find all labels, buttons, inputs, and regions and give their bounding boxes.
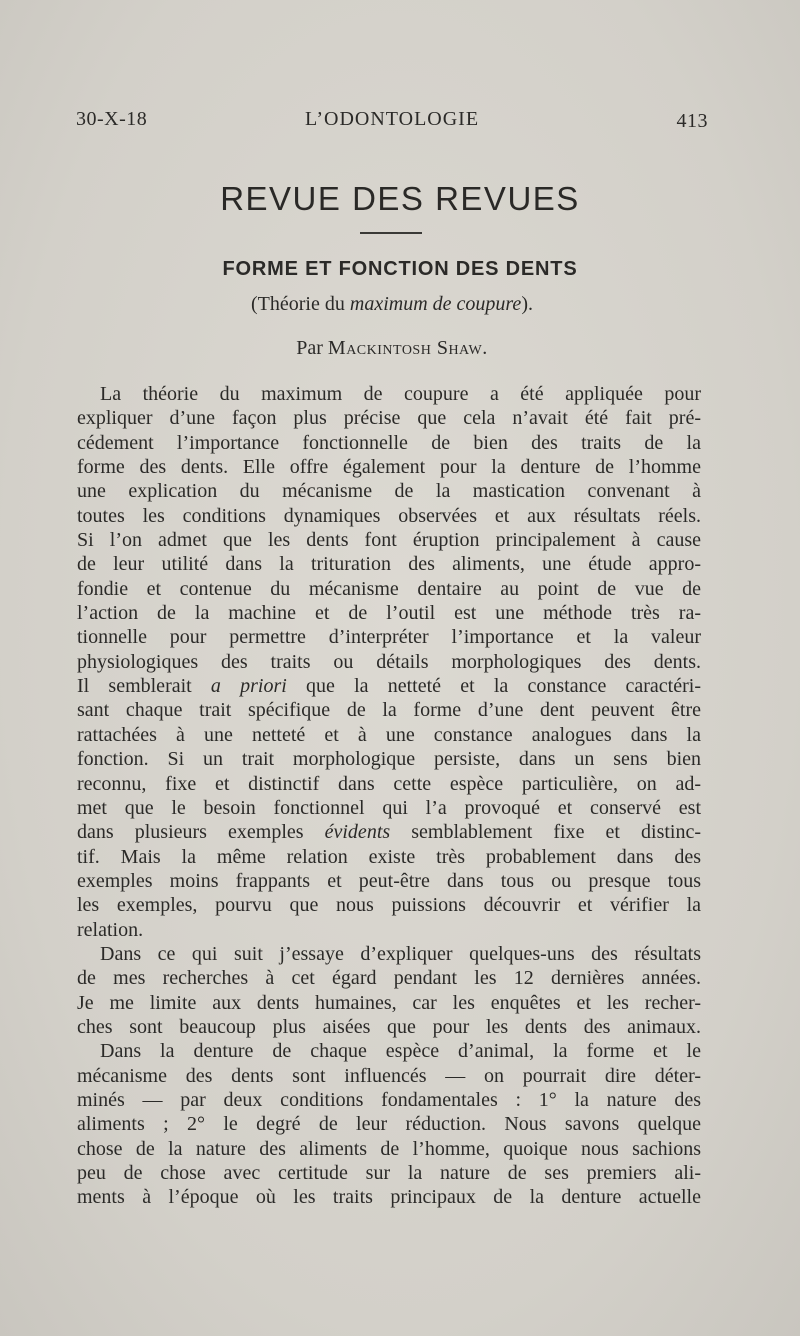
title-rule: [360, 232, 422, 234]
subtitle-prefix: (Théorie du: [251, 293, 350, 315]
text-line: reconnu, fixe et distinctif dans cette espèce particulière, on ad-: [77, 772, 701, 795]
text-line: mécanisme des dents sont influencés — on pourrait dire déter-: [77, 1064, 701, 1087]
text-line: une explication du mécanisme de la mastication convenant à: [77, 480, 701, 503]
text-line-mixed: [77, 674, 701, 698]
issue-date: 30-X-18: [76, 108, 148, 130]
italic-term: évidents: [324, 821, 391, 844]
text-line: tif. Mais la même relation existe très probablement dans des: [77, 845, 701, 868]
text-line: ments à l’époque où les traits principaux de la denture actuelle: [77, 1186, 701, 1209]
text-line: relation.: [77, 918, 144, 941]
byline: [0, 337, 784, 360]
text-line: tionnelle pour permettre d’interpréter l’importance et la valeur: [77, 626, 701, 649]
italic-term: a priori: [210, 675, 287, 698]
text-line: fonction. Si un trait morphologique persiste, dans un sens bien: [77, 748, 701, 771]
author-name: Mackintosh Shaw.: [327, 337, 488, 359]
text-line: ches sont beaucoup plus aisées que pour les dents des animaux.: [77, 1015, 701, 1038]
text-line: rattachées à une netteté et à une constance analogues dans la: [77, 723, 701, 746]
article-subtitle: [0, 293, 784, 316]
text-line: peu de chose avec certitude sur la nature de ses premiers ali-: [77, 1162, 701, 1184]
subtitle-suffix: ).: [521, 293, 533, 315]
text-line-mixed: [77, 820, 701, 844]
text-line: les exemples, pourvu que nous puissions découvrir et vérifier la: [77, 894, 701, 917]
text-line: chose de la nature des aliments de l’homme, quoique nous sachions: [77, 1137, 701, 1160]
text-line: cédement l’importance fonctionnelle de bien des traits de la: [77, 431, 701, 454]
journal-name: L’ODONTOLOGIE: [304, 108, 480, 130]
running-head: [76, 108, 708, 138]
page-number: 413: [676, 110, 708, 132]
text-line: Dans la denture de chaque espèce d’animal, la forme et le: [100, 1040, 701, 1063]
text-line: sant chaque trait spécifique de la forme d’une dent peuvent être: [77, 699, 701, 722]
text-line: de leur utilité dans la trituration des aliments, une étude appro-: [77, 553, 701, 576]
section-title: REVUE DES REVUES: [220, 180, 580, 217]
text-line: forme des dents. Elle offre également pour la denture de l’homme: [77, 456, 701, 479]
text-line: minés — par deux conditions fondamentales : 1° la nature des: [77, 1088, 701, 1111]
text-run: Il semblerait: [77, 675, 192, 698]
text-line: aliments ; 2° le degré de leur réduction. Nous savons quelque: [77, 1113, 701, 1136]
text-line: La théorie du maximum de coupure a été appliquée pour: [100, 383, 701, 405]
text-line: Si l’on admet que les dents font éruption principalement à cause: [77, 529, 701, 552]
text-line: de mes recherches à cet égard pendant les 12 dernières années.: [77, 967, 701, 990]
text-run: dans plusieurs exemples: [77, 821, 304, 844]
text-line: exemples moins frappants et peut-être dans tous ou presque tous: [77, 869, 701, 892]
text-line: expliquer d’une façon plus précise que cela n’avait été fait pré-: [77, 407, 701, 430]
article-heading: FORME ET FONCTION DES DENTS: [222, 258, 578, 280]
text-line: Je me limite aux dents humaines, car les enquêtes et les recher-: [77, 991, 701, 1014]
article-body: [77, 382, 701, 1210]
text-line: fondie et contenue du mécanisme dentaire au point de vue de: [77, 577, 701, 600]
text-run: que la netteté et la constance caractéri-: [286, 675, 701, 698]
text-line: toutes les conditions dynamiques observées et aux résultats réels.: [77, 504, 701, 527]
text-line: Dans ce qui suit j’essaye d’expliquer quelques-uns des résultats: [100, 942, 701, 965]
subtitle-italic: maximum de coupure: [349, 293, 522, 315]
text-line: l’action de la machine et de l’outil est une méthode très ra-: [77, 602, 701, 625]
text-line: met que le besoin fonctionnel qui l’a provoqué et conservé est: [77, 796, 701, 819]
byline-prefix: Par: [296, 337, 328, 359]
text-line: physiologiques des traits ou détails morphologiques des dents.: [77, 650, 701, 673]
text-run: semblablement fixe et distinc-: [390, 821, 702, 844]
